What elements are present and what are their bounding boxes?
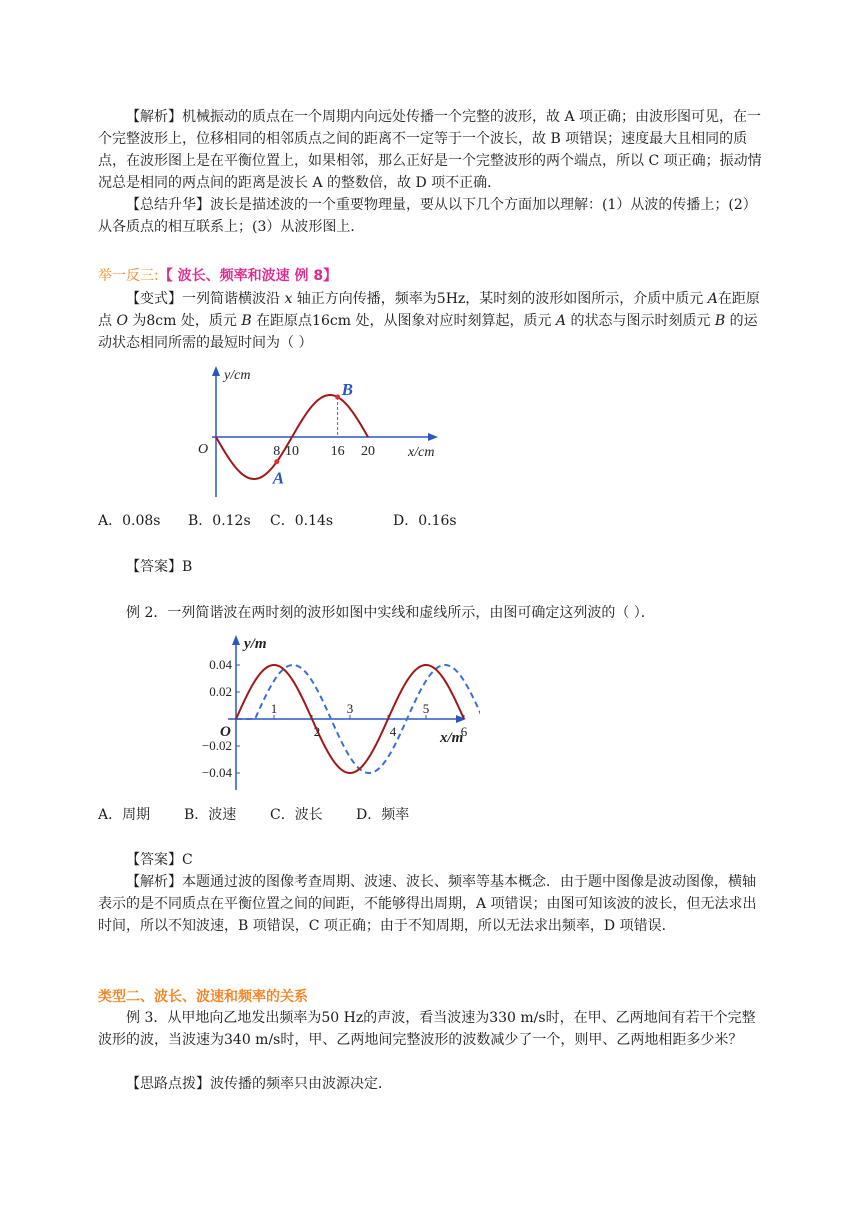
y-tick-label: −0.04 xyxy=(201,765,232,780)
option-a: A．0.08s xyxy=(98,513,161,529)
analysis-tag: 【解析】 xyxy=(126,109,182,125)
options-row-1 xyxy=(98,510,457,532)
point-a-label: A xyxy=(272,468,285,488)
example-header xyxy=(98,265,337,285)
speed-value-2: 340 m/s xyxy=(224,1032,281,1048)
variable-b: B xyxy=(241,313,252,329)
y-axis-label: y/m xyxy=(244,636,267,652)
answer-2: 【答案】C xyxy=(126,852,193,868)
point-b-marker xyxy=(335,395,340,400)
x-tick-label: 1 xyxy=(270,701,278,716)
analysis-paragraph xyxy=(98,106,763,194)
wave-chart-2 xyxy=(190,630,480,795)
summary-text: 波长是描述波的一个重要物理量，要从以下几个方面加以理解：(1）从波的传播上；(2）从各质点的相互联系上；(3）从波形图上． xyxy=(98,197,757,235)
x-axis-label: x/cm xyxy=(408,445,435,460)
example-prefix: 举一反三: xyxy=(98,268,159,284)
variant-text: 元 xyxy=(696,313,715,329)
option-b: B．波速 xyxy=(184,807,237,823)
example-3-text: 例 3．从甲地向乙地发出频率为 xyxy=(126,1010,322,1026)
x-axis-arrow xyxy=(428,433,438,441)
point-b-label: B xyxy=(341,380,353,400)
hint-paragraph xyxy=(98,1073,763,1095)
x-tick-label: 4 xyxy=(389,724,397,739)
variable-x: x xyxy=(284,291,293,307)
option-c: C．0.14s xyxy=(270,513,334,529)
x-tick-label: 16 xyxy=(330,444,345,459)
y-tick-label: 0.02 xyxy=(209,684,232,699)
y-axis-arrow xyxy=(232,635,240,645)
hint-text: 波传播的频率只由波源决定． xyxy=(210,1076,392,1092)
option-d: D．频率 xyxy=(356,807,410,823)
variable-o: O xyxy=(116,313,128,329)
x-axis-label: x/m xyxy=(440,730,464,746)
x-tick-label: 6 xyxy=(460,724,468,739)
x-tick-label: 8 xyxy=(273,444,281,459)
option-d: D．0.16s xyxy=(393,513,457,529)
example-title: 【 波长、频率和波速 例 8】 xyxy=(158,268,338,284)
variant-text: 在距原点 xyxy=(98,291,760,329)
y-axis-arrow xyxy=(212,366,220,376)
options-row-2 xyxy=(98,804,409,826)
example-3-paragraph xyxy=(98,1007,763,1051)
origin-label: O xyxy=(198,442,209,457)
analysis-2-tag: 【解析】 xyxy=(126,874,182,890)
y-tick-label: −0.02 xyxy=(201,738,232,753)
y-tick-label: 0.04 xyxy=(209,657,232,672)
summary-tag: 【总结升华】 xyxy=(126,197,210,213)
summary-paragraph xyxy=(98,194,763,238)
analysis-2-paragraph xyxy=(98,871,763,937)
variant-text: 的状态与图示时刻质 xyxy=(566,313,697,329)
type-2-title: 类型二、波长、波速和频率的关系 xyxy=(98,989,308,1005)
variant-text: 轴正方向传播，频率为5Hz，某时刻的波形如图所示，介质中质元 xyxy=(292,291,708,307)
variant-text: 为8cm 处，质元 xyxy=(127,313,242,329)
analysis-text: 机械振动的质点在一个周期内向远处传播一个完整的波形，故 A 项正确；由波形图可见，在一个完整波形上，位移相同的相邻质点之间的距离不一定等于一个波长，故 B 项错误；速度最大且相同的质点，在波形图上是在平衡位置上，如果相邻，那么正好是一个完整波形的两个端点，所以 C 项正确；振动情况总是相同的两点间的距离是波长 A 的整数倍，故 D 项不正确． xyxy=(98,109,762,191)
option-c: C．波长 xyxy=(270,807,323,823)
x-tick-label: 5 xyxy=(422,701,430,716)
speed-value-1: 330 m/s xyxy=(489,1010,546,1026)
variable-b: B xyxy=(714,313,726,329)
variable-a: A xyxy=(555,313,567,329)
point-a-marker xyxy=(274,459,279,464)
analysis-2-text: 本题通过波的图像考查周期、波速、波长、频率等基本概念．由于题中图像是波动图像，横轴表示的是不同质点在平衡位置之间的间距，不能够得出周期，A 项错误；由图可知该波的波长，但无法求出时间，所以不知波速，B 项错误，C 项正确；由于不知周期，所以无法求出频率，D 项错误． xyxy=(98,874,757,934)
x-tick-label: 10 xyxy=(285,444,299,459)
origin-label: O xyxy=(220,724,231,740)
frequency-value: 50 Hz xyxy=(321,1010,364,1026)
x-tick-label: 3 xyxy=(346,701,354,716)
example-3-text: 的声波，看当波速为 xyxy=(363,1010,490,1026)
variant-text: 在距原点16cm 处，从图象对应时刻算起，质元 xyxy=(251,313,556,329)
answer-1: 【答案】B xyxy=(126,559,193,575)
option-b: B．0.12s xyxy=(188,513,251,529)
variant-paragraph xyxy=(98,288,763,354)
example-2-question: 例 2．一列简谐波在两时刻的波形如图中实线和虚线所示，由图可确定这列波的（ ）． xyxy=(126,605,655,621)
variable-a: A xyxy=(707,291,718,307)
x-tick-label: 2 xyxy=(313,724,321,739)
variant-tag: 【变式】 xyxy=(126,291,182,307)
hint-tag: 【思路点拨】 xyxy=(126,1076,210,1092)
example-3-text: 时，在甲、乙两地间有若干个完整波形的波，当波速为 xyxy=(98,1010,756,1048)
wave-chart-1 xyxy=(190,362,460,502)
variant-text: 的运动状态相同所需的最短时间为（ ） xyxy=(98,313,758,351)
y-axis-label: y/cm xyxy=(224,368,251,383)
variant-text: 一列简谐横波沿 xyxy=(182,291,285,307)
option-a: A．周期 xyxy=(98,807,151,823)
x-tick-label: 20 xyxy=(361,444,375,459)
example-3-text: 时，甲、乙两地间完整波形的波数减少了一个，则甲、乙两地相距多少米？ xyxy=(280,1032,743,1048)
